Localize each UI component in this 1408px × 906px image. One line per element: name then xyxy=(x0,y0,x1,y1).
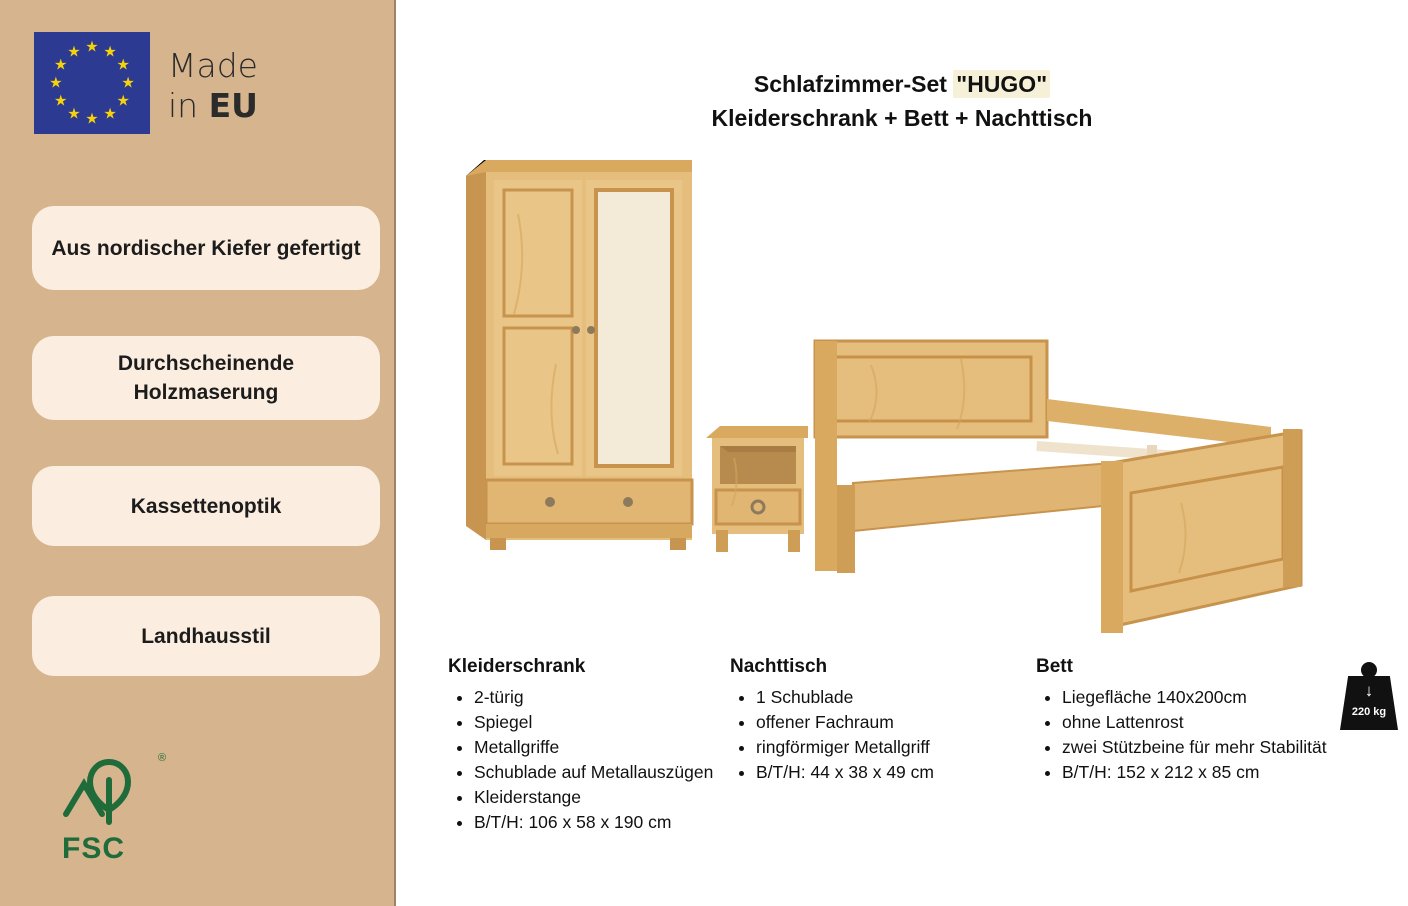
spec-item: • ringförmiger Metallgriff xyxy=(756,735,1010,759)
spec-block-nightstand xyxy=(730,655,1010,785)
made-in-eu-strong: EU xyxy=(208,86,258,125)
made-in-eu-line2 xyxy=(168,86,258,126)
features-sidebar xyxy=(0,0,396,906)
bed-image xyxy=(801,335,1311,645)
spec-heading: Kleiderschrank xyxy=(448,656,586,677)
spec-item: • Spiegel xyxy=(474,710,718,734)
spec-block-wardrobe xyxy=(448,655,718,835)
main-content xyxy=(396,0,1408,906)
spec-item: • ohne Lattenrost xyxy=(1062,710,1336,734)
page-title xyxy=(396,68,1408,100)
feature-pill-kiefer xyxy=(32,206,380,290)
fsc-logo-shape xyxy=(54,752,174,832)
feature-pill-landhausstil xyxy=(32,596,380,676)
spec-item: • B/T/H: 44 x 38 x 49 cm xyxy=(756,760,1010,784)
eu-flag-icon xyxy=(34,32,150,134)
wardrobe-image xyxy=(464,154,694,554)
spec-item: • offener Fachraum xyxy=(756,710,1010,734)
spec-item: • 1 Schublade xyxy=(756,685,1010,709)
feature-pill-label: Aus nordischer Kiefer gefertigt xyxy=(51,236,361,260)
spec-heading: Nachttisch xyxy=(730,656,828,677)
spec-list xyxy=(1036,685,1336,784)
spec-item: • Schublade auf Metallauszügen xyxy=(474,760,718,784)
page-title-prefix: Schlafzimmer-Set xyxy=(753,71,954,97)
spec-item: • zwei Stützbeine für mehr Stabilität xyxy=(1062,735,1336,759)
page-title-highlight: "HUGO" xyxy=(953,70,1050,98)
feature-pill-label: Durchscheinende Holzmaserung xyxy=(117,352,295,404)
down-arrow-icon: ↓ xyxy=(1364,681,1374,700)
fsc-tree-icon xyxy=(54,752,174,870)
made-in-eu-line1: Made xyxy=(168,46,258,85)
feature-pill-label: Landhausstil xyxy=(141,624,271,648)
eu-stars: ★ ★ ★ ★ ★ ★ ★ ★ ★ ★ ★ ★ xyxy=(49,38,135,128)
spec-block-bed xyxy=(1036,655,1336,785)
weight-badge-knob xyxy=(1361,662,1377,678)
spec-item: • Kleiderstange xyxy=(474,785,718,809)
feature-pill-label: Kassettenoptik xyxy=(130,494,282,518)
made-in-eu-label xyxy=(168,46,258,126)
fsc-registered-mark: ® xyxy=(158,752,167,764)
spec-list xyxy=(730,685,1010,784)
made-in-eu-in: in xyxy=(168,86,209,125)
spec-list xyxy=(448,685,718,834)
spec-item: • B/T/H: 106 x 58 x 190 cm xyxy=(474,810,718,834)
weight-value: 220 kg xyxy=(1351,706,1387,718)
spec-item: • 2-türig xyxy=(474,685,718,709)
spec-heading: Bett xyxy=(1036,656,1073,677)
weight-icon xyxy=(1340,660,1398,730)
nightstand-image xyxy=(704,418,810,558)
feature-pill-kassettenoptik xyxy=(32,466,380,546)
spec-item: • Liegefläche 140x200cm xyxy=(1062,685,1336,709)
fsc-label: FSC xyxy=(62,832,125,865)
spec-item: • Metallgriffe xyxy=(474,735,718,759)
feature-pill-holzmaserung xyxy=(32,336,380,420)
spec-item: • B/T/H: 152 x 212 x 85 cm xyxy=(1062,760,1336,784)
furniture-illustration xyxy=(396,140,1408,650)
page-subtitle: Kleiderschrank + Bett + Nachttisch xyxy=(711,105,1093,131)
